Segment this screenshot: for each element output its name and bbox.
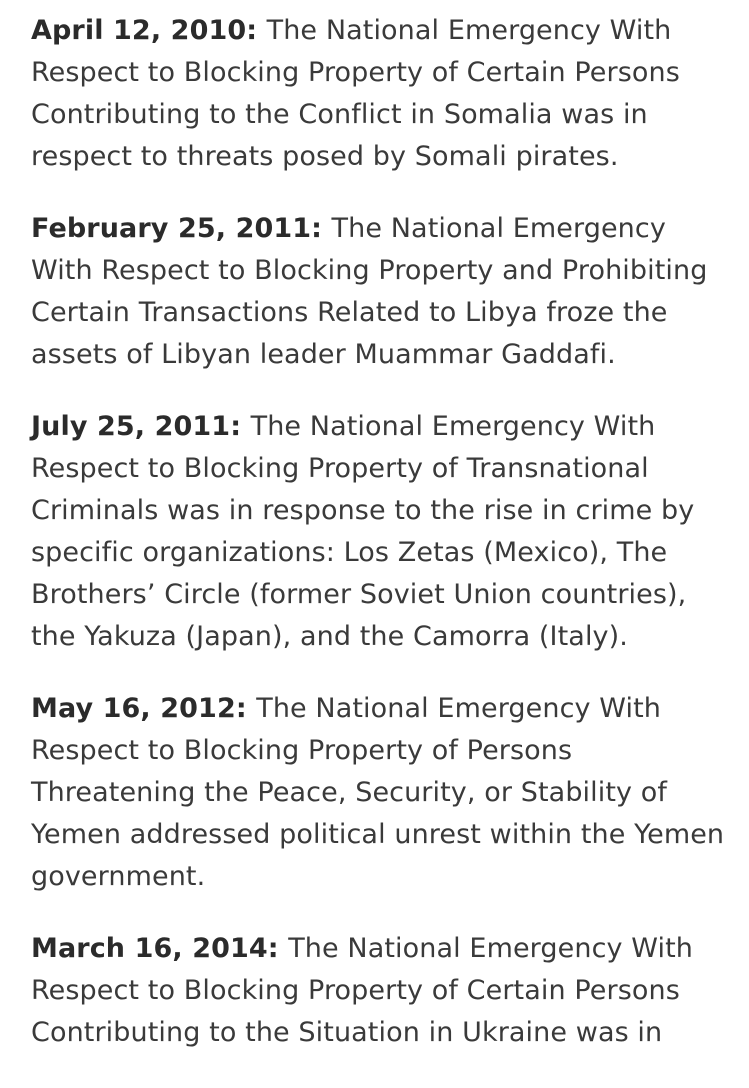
entry-text: The National Emergency With Respect to Blocking Property and Prohibiting Certain Transactions Related to Libya froze the assets of Libyan leader Muammar Gaddafi. — [31, 213, 708, 370]
entry-libya — [31, 208, 731, 376]
entry-text: The National Emergency With Respect to Blocking Property of Persons Threatening the Peace, Security, or Stability of Yemen addressed political unrest within the Yemen government. — [31, 693, 725, 892]
entry-somalia — [31, 10, 731, 178]
entry-text: The National Emergency With Respect to Blocking Property of Transnational Criminals was in response to the rise in crime by specific organizations: Los Zetas (Mexico), The Brothers’ Circle (former Soviet Union countries), the Yakuza (Japan), and the Camorra (Italy). — [31, 411, 695, 652]
entry-date: April 12, 2010: — [31, 15, 267, 46]
entry-text: The National Emergency With Respect to Blocking Property of Certain Persons Contributing to the Situation in Ukraine was in — [31, 933, 693, 1048]
entry-yemen — [31, 688, 731, 898]
entry-ukraine — [31, 928, 731, 1054]
entry-date: February 25, 2011: — [31, 213, 332, 244]
entry-transnational-criminals — [31, 406, 731, 658]
entry-text: The National Emergency With Respect to Blocking Property of Certain Persons Contributing to the Conflict in Somalia was in respect to threats posed by Somali pirates. — [31, 15, 680, 172]
article-body — [31, 10, 731, 1084]
entry-date: May 16, 2012: — [31, 693, 257, 724]
entry-date: March 16, 2014: — [31, 933, 289, 964]
entry-date: July 25, 2011: — [31, 411, 251, 442]
